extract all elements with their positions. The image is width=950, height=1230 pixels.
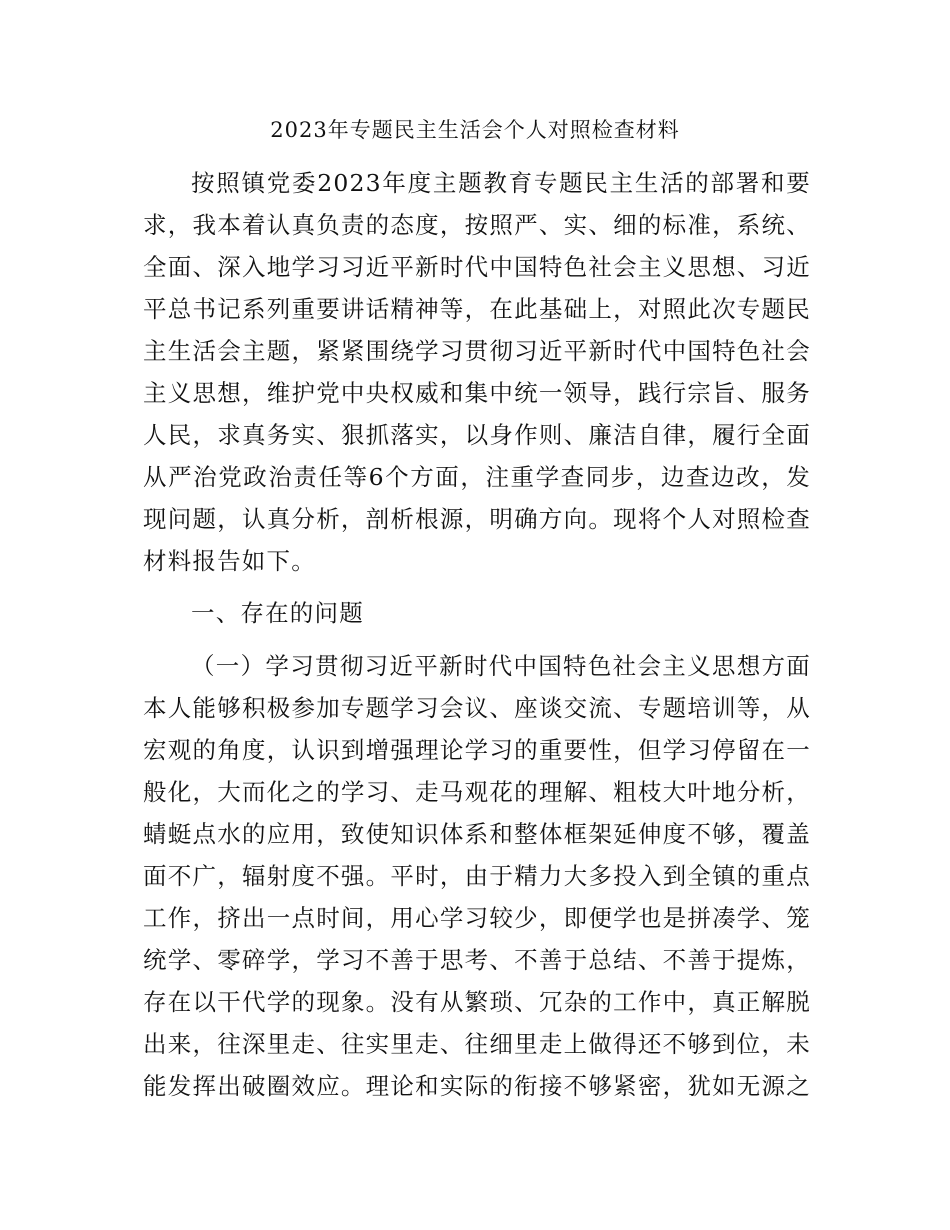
body-line: 般化，大而化之的学习、走马观花的理解、粗枝大叶地分析， [143,778,811,806]
intro-line: 从严治党政治责任等6个方面，注重学查同步，边查边改，发 [143,463,811,491]
body-line: 本人能够积极参加专题学习会议、座谈交流、专题培训等，从 [143,694,811,722]
body-line: 宏观的角度，认识到增强理论学习的重要性，但学习停留在一 [143,736,811,764]
body-line: 面不广，辐射度不强。平时，由于精力大多投入到全镇的重点 [143,862,811,890]
body-line: 统学、零碎学，学习不善于思考、不善于总结、不善于提炼， [143,946,811,974]
intro-line: 材料报告如下。 [143,547,316,575]
body-line: 蜻蜓点水的应用，致使知识体系和整体框架延伸度不够，覆盖 [143,820,811,848]
intro-line: 人民，求真务实、狠抓落实，以身作则、廉洁自律，履行全面 [143,421,811,449]
body-line: 存在以干代学的现象。没有从繁琐、冗杂的工作中，真正解脱 [143,988,811,1016]
subsection-heading: （一）学习贯彻习近平新时代中国特色社会主义思想方面 [191,652,811,680]
intro-line: 全面、深入地学习习近平新时代中国特色社会主义思想、习近 [143,253,811,281]
document-title: 2023年专题民主生活会个人对照检查材料 [270,118,680,142]
intro-line: 平总书记系列重要讲话精神等，在此基础上，对照此次专题民 [143,295,811,323]
intro-line: 现问题，认真分析，剖析根源，明确方向。现将个人对照检查 [143,505,811,533]
intro-line: 主义思想，维护党中央权威和集中统一领导，践行宗旨、服务 [143,379,811,407]
body-line: 能发挥出破圈效应。理论和实际的衔接不够紧密，犹如无源之 [143,1072,811,1100]
section-heading: 一、存在的问题 [191,599,364,627]
body-line: 出来，往深里走、往实里走、往细里走上做得还不够到位，未 [143,1030,811,1058]
body-line: 工作，挤出一点时间，用心学习较少，即便学也是拼凑学、笼 [143,904,811,932]
intro-line: 主生活会主题，紧紧围绕学习贯彻习近平新时代中国特色社会 [143,337,811,365]
intro-line: 求，我本着认真负责的态度，按照严、实、细的标准，系统、 [143,211,811,239]
intro-line: 按照镇党委2023年度主题教育专题民主生活的部署和要 [191,169,811,197]
